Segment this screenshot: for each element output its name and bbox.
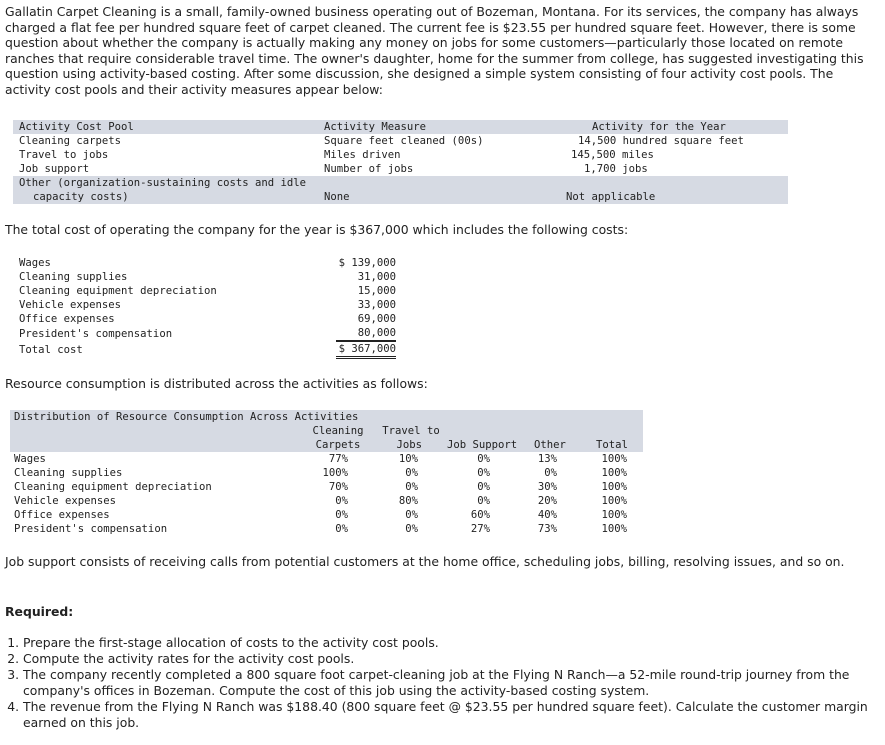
dist-row-label: Vehicle expenses — [14, 495, 117, 507]
cost-label: Office expenses — [19, 313, 115, 325]
dist-cell: 10% — [398, 453, 418, 465]
col-head-jobs: Jobs — [396, 439, 422, 451]
total-cost-text: The total cost of operating the company for the year is $367,000 which includes the following costs: — [5, 222, 629, 237]
dist-cell: 13% — [537, 453, 557, 465]
pool-activity: Not applicable — [566, 191, 656, 203]
cost-label: Cleaning equipment depreciation — [19, 285, 217, 297]
dist-cell: 0% — [405, 481, 418, 493]
dist-cell: 100% — [601, 467, 627, 479]
distribution-intro: Resource consumption is distributed across the activities as follows: — [5, 376, 428, 391]
pool-name-cont: capacity costs) — [33, 191, 129, 203]
dist-cell: 0% — [335, 495, 348, 507]
dist-cell: 0% — [335, 509, 348, 521]
cost-label: Vehicle expenses — [19, 299, 122, 311]
col-head-travel: Travel to — [382, 425, 440, 437]
pool-header-measure: Activity Measure — [324, 121, 427, 133]
job-support-text: Job support consists of receiving calls from potential customers at the home office, scheduling jobs, billing, resolving issues, and so on. — [5, 554, 845, 569]
dist-cell: 0% — [544, 467, 557, 479]
pool-name: Job support — [19, 163, 90, 175]
pool-name: Cleaning carpets — [19, 135, 122, 147]
dist-cell: 100% — [601, 453, 627, 465]
dist-cell: 100% — [322, 467, 348, 479]
dist-cell: 0% — [405, 509, 418, 521]
dist-cell: 0% — [477, 495, 490, 507]
col-head-job-support: Job Support — [447, 439, 518, 451]
distribution-title: Distribution of Resource Consumption Across Activities — [14, 411, 359, 423]
cost-label: President's compensation — [19, 328, 173, 340]
dist-cell: 60% — [470, 509, 490, 521]
dist-cell: 70% — [328, 481, 348, 493]
dist-row-label: Cleaning supplies — [14, 467, 123, 479]
dist-row-label: President's compensation — [14, 523, 168, 535]
col-head-other: Other — [534, 439, 566, 451]
intro-paragraph: Gallatin Carpet Cleaning is a small, family-owned business operating out of Bozeman, Montana. For its services, the company has always charged a flat fee per hundred square feet of carpet cleaned. The current fee is $23.55 per hundred square feet. However, there is some question about whether the company is actually making any money on jobs for some customers—particularly those located on remote ranches that require considerable travel time. The owner's daughter, home for the summer from college, has suggested investigating this question using activity-based costing. After some discussion, she designed a simple system consisting of four activity cost pools. The activity cost pools and their activity measures appear below: — [5, 4, 864, 97]
dist-cell: 100% — [601, 509, 627, 521]
dist-row-label: Cleaning equipment depreciation — [14, 481, 212, 493]
dist-cell: 100% — [601, 481, 627, 493]
total-cost-amount: $ 367,000 — [336, 341, 396, 359]
required-item: 4. The revenue from the Flying N Ranch was $188.40 (800 square feet @ $23.55 per hundred square feet). Calculate the customer margin earned on this job. — [23, 699, 873, 731]
dist-cell: 100% — [601, 523, 627, 535]
cost-amount: 80,000 — [336, 326, 396, 341]
col-head-cleaning: Cleaning — [312, 425, 364, 437]
dist-row-label: Wages — [14, 453, 46, 465]
cost-label: Wages — [19, 257, 51, 269]
required-list — [5, 635, 873, 731]
pool-measure: None — [324, 191, 350, 203]
required-item: 2. Compute the activity rates for the activity cost pools. — [23, 651, 873, 667]
dist-cell: 73% — [537, 523, 557, 535]
dist-cell: 0% — [405, 523, 418, 535]
pool-activity: 1,700 jobs — [584, 163, 648, 175]
pool-name: Other (organization-sustaining costs and idle — [19, 177, 307, 189]
pool-activity: 14,500 hundred square feet — [578, 135, 744, 147]
dist-cell: 0% — [477, 467, 490, 479]
pool-measure: Number of jobs — [324, 163, 414, 175]
pool-measure: Square feet cleaned (00s) — [324, 135, 484, 147]
col-head-carpets: Carpets — [315, 439, 361, 451]
dist-cell: 100% — [601, 495, 627, 507]
cost-amount: 33,000 — [357, 299, 396, 311]
pool-name: Travel to jobs — [19, 149, 109, 161]
dist-cell: 0% — [477, 453, 490, 465]
cost-label: Cleaning supplies — [19, 271, 128, 283]
pool-activity: 145,500 miles — [571, 149, 654, 161]
dist-cell: 40% — [537, 509, 557, 521]
cost-amount: 69,000 — [357, 313, 396, 325]
pool-measure: Miles driven — [324, 149, 401, 161]
col-head-total: Total — [596, 439, 628, 451]
dist-cell: 77% — [328, 453, 348, 465]
dist-cell: 80% — [398, 495, 418, 507]
dist-cell: 0% — [335, 523, 348, 535]
dist-cell: 0% — [477, 481, 490, 493]
required-label: Required: — [5, 604, 74, 619]
dist-cell: 20% — [537, 495, 557, 507]
dist-cell: 30% — [537, 481, 557, 493]
total-cost-label: Total cost — [19, 344, 83, 356]
pool-header-activity: Activity for the Year — [592, 121, 726, 133]
required-item: 3. The company recently completed a 800 square foot carpet-cleaning job at the Flying N Ranch—a 52-mile round-trip journey from the company's offices in Bozeman. Compute the cost of this job using the activity-based costing system. — [23, 667, 873, 699]
required-item: 1. Prepare the first-stage allocation of costs to the activity cost pools. — [23, 635, 873, 651]
pool-header-pool: Activity Cost Pool — [19, 121, 134, 133]
cost-amount: 15,000 — [357, 285, 396, 297]
dist-cell: 0% — [405, 467, 418, 479]
cost-amount: $ 139,000 — [338, 257, 396, 269]
cost-amount: 31,000 — [357, 271, 396, 283]
dist-row-label: Office expenses — [14, 509, 110, 521]
dist-cell: 27% — [470, 523, 490, 535]
